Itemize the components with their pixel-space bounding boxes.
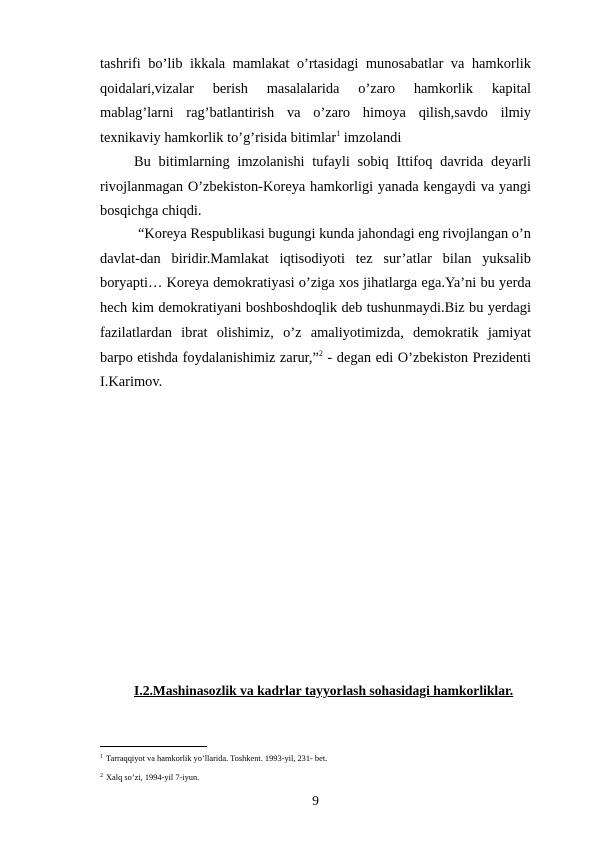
paragraph-2-text: Bu bitimlarning imzolanishi tufayli sobiq Ittifoq davrida deyarli rivojlanmagan O’zbekiston-Koreya hamkorligi yanada kengaydi va yangi bosqichga chiqdi. [100,154,531,220]
footnote-ref-2[interactable]: 2 [318,348,323,358]
footnote-1 [100,754,327,763]
paragraph-3-text-after: - degan edi O’zbekiston Prezidenti I.Karimov. [100,349,532,391]
paragraph-1-text: tashrifi bo’lib ikkala mamlakat o’rtasidagi munosabatlar va hamkorlik qoidalari,vizalar berish masalalarida o’zaro hamkorlik kapital mablag’larni rag’batlantirish va o’zaro himoya qilish,savdo ilmiy texnikaviy hamkorlik to’g’risida bitimlar [100,56,531,147]
footnote-ref-1[interactable]: 1 [336,129,341,139]
section-heading: I.2.Mashinasozlik va kadrlar tayyorlash sohasidagi hamkorliklar. [134,683,514,698]
footnote-divider [100,746,207,747]
footnote-1-number: 1 [100,754,103,760]
paragraph-1-text-after: imzolandi [340,130,402,147]
footnote-1-text: Tarraqqiyot va hamkorlik yo’llarida. Toshkent. 1993-yil, 231- bet. [106,754,328,763]
paragraph-2 [100,150,531,224]
footnote-2-text: Xalq so’zi, 1994-yil 7-iyun. [106,773,200,782]
paragraph-3-text: “Koreya Respublikasi bugungi kunda jahondagi eng rivojlangan o’n davlat-dan biridir.Mamlakat iqtisodiyoti tez sur’atlar bilan yuksalib boryapti… Koreya demokratiyasi o’ziga xos jihatlarga ega.Ya’ni bu yerda hech kim demokratiyani boshboshdoqlik deb tushunmaydi.Biz bu yerdagi fazilatlardan ibrat olishimiz, o’z amaliyotimizda, demokratik jamiyat barpo etishda foydalanishimiz zarur,” [100,226,531,366]
paragraph-1 [100,52,531,151]
footnote-2-number: 2 [100,773,103,779]
footnote-2 [100,773,199,782]
paragraph-3-quote [100,222,531,395]
page-number: 9 [312,793,319,808]
